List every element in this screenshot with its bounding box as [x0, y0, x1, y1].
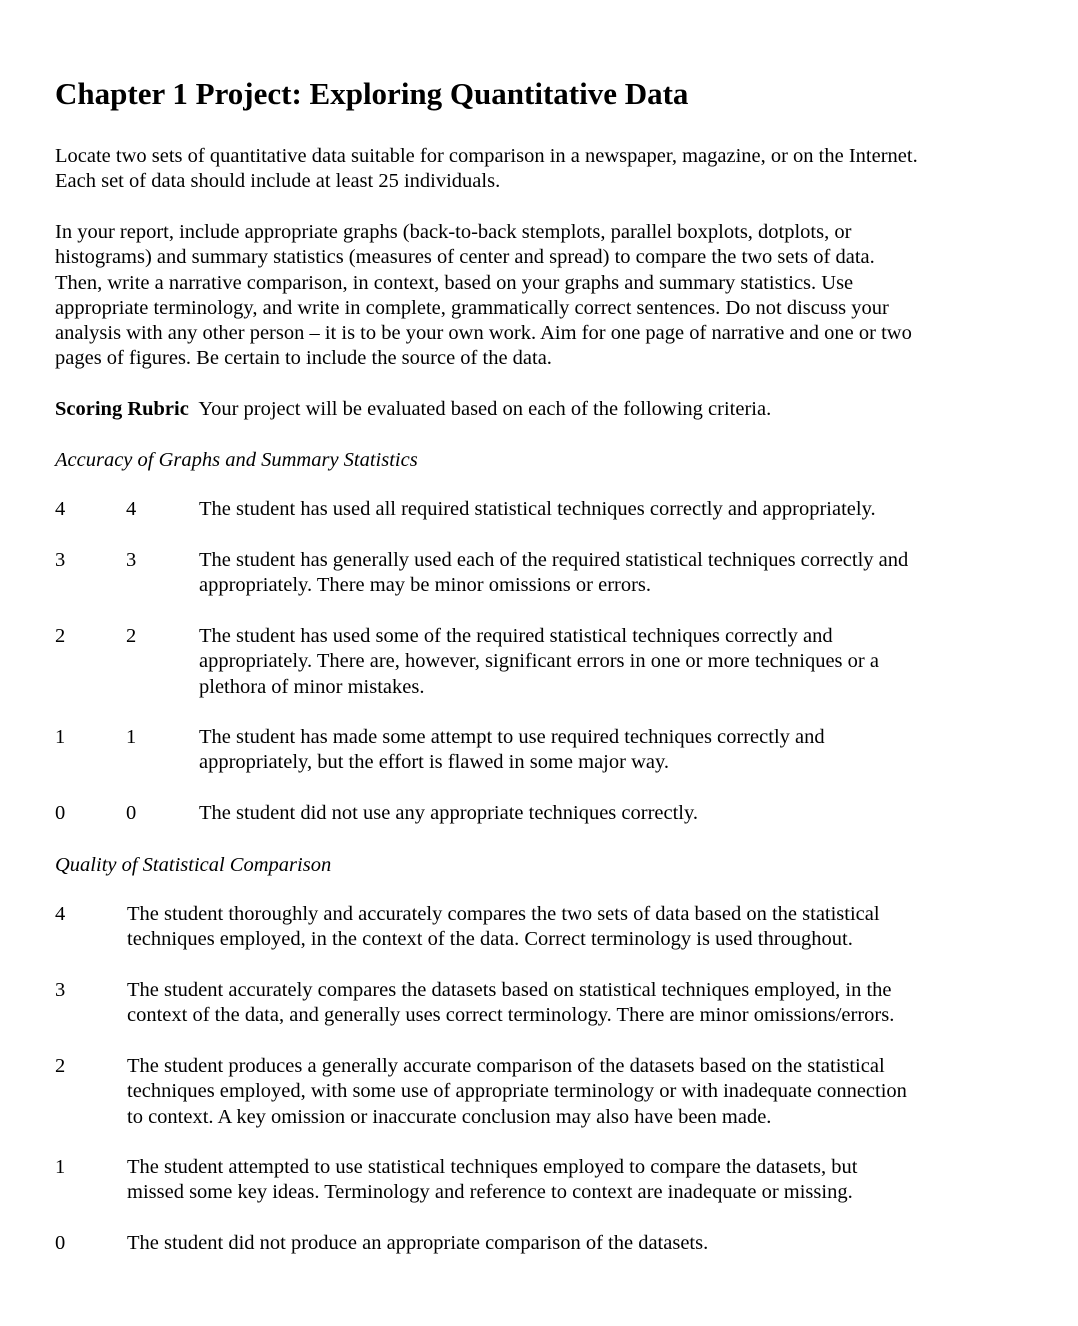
text-line: The student has generally used each of the required statistical techniques correctly and — [199, 549, 909, 571]
text-line: context of the data, and generally uses correct terminology. There are minor omissions/errors. — [127, 1004, 895, 1027]
rubric-description — [199, 624, 1049, 700]
text-line: Then, write a narrative comparison, in context, based on your graphs and summary statistics. Use — [55, 271, 854, 294]
score-column-1: 4 — [55, 903, 66, 925]
score-column-2: 0 — [126, 802, 137, 824]
text-line: techniques employed, in the context of the data. Correct terminology is used throughout. — [127, 928, 853, 951]
score-column-2: 2 — [126, 625, 137, 647]
score-column-1: 3 — [55, 979, 66, 1001]
text-line: analysis with any other person – it is to be your own work. Aim for one page of narrative and one or two — [55, 322, 912, 345]
text-line: Locate two sets of quantitative data suitable for comparison in a newspaper, magazine, or on the Internet. — [55, 145, 918, 167]
text-line: missed some key ideas. Terminology and reference to context are inadequate or missing. — [127, 1181, 853, 1204]
text-line: Each set of data should include at least 25 individuals. — [55, 170, 501, 193]
score-column-1: 1 — [55, 726, 66, 748]
scoring-rubric-heading — [55, 396, 771, 422]
text-line: The student has used some of the required statistical techniques correctly and — [199, 625, 833, 647]
rubric-description — [127, 978, 1047, 1029]
score-column-1: 0 — [55, 1232, 66, 1254]
score-column-2: 4 — [126, 498, 137, 520]
section-title-quality: Quality of Statistical Comparison — [55, 854, 332, 876]
text-line: In your report, include appropriate graphs (back-to-back stemplots, parallel boxplots, dotplots, or — [55, 221, 852, 243]
rubric-description — [199, 801, 1049, 826]
score-column-1: 3 — [55, 549, 66, 571]
rubric-description — [127, 1231, 1047, 1256]
text-line: pages of figures. Be certain to include the source of the data. — [55, 347, 552, 370]
score-column-1: 0 — [55, 802, 66, 824]
text-line: appropriately. There may be minor omissions or errors. — [199, 574, 652, 597]
text-line: The student did not produce an appropriate comparison of the datasets. — [127, 1232, 709, 1254]
intro-paragraph-2 — [55, 220, 1055, 372]
text-line: The student produces a generally accurate comparison of the datasets based on the statistical — [127, 1055, 885, 1077]
section-title-accuracy: Accuracy of Graphs and Summary Statistics — [55, 449, 418, 471]
scoring-rubric-text: Your project will be evaluated based on each of the following criteria. — [198, 398, 772, 420]
text-line: appropriately, but the effort is flawed in some major way. — [199, 751, 670, 774]
text-line: The student accurately compares the datasets based on statistical techniques employed, in the — [127, 979, 892, 1001]
text-line: The student has made some attempt to use required techniques correctly and — [199, 726, 825, 748]
score-column-1: 2 — [55, 625, 66, 647]
text-line: techniques employed, with some use of appropriate terminology or with inadequate connection — [127, 1080, 907, 1103]
rubric-description — [127, 902, 1047, 953]
rubric-description — [199, 548, 1049, 599]
score-column-1: 4 — [55, 498, 66, 520]
text-line: The student attempted to use statistical techniques employed to compare the datasets, but — [127, 1156, 858, 1178]
text-line: The student has used all required statistical techniques correctly and appropriately. — [199, 498, 876, 520]
text-line: appropriate terminology, and write in complete, grammatically correct sentences. Do not discuss your — [55, 296, 889, 319]
score-column-1: 2 — [55, 1055, 66, 1077]
intro-paragraph-1 — [55, 144, 1055, 195]
text-line: appropriately. There are, however, significant errors in one or more techniques or a — [199, 650, 879, 673]
scoring-rubric-label: Scoring Rubric — [55, 398, 189, 420]
rubric-description — [127, 1155, 1047, 1206]
rubric-description — [199, 725, 1049, 776]
score-column-2: 3 — [126, 549, 137, 571]
rubric-description — [127, 1054, 1047, 1130]
page-title: Chapter 1 Project: Exploring Quantitative Data — [55, 76, 689, 111]
score-column-2: 1 — [126, 726, 137, 748]
text-line: The student thoroughly and accurately compares the two sets of data based on the statistical — [127, 903, 880, 925]
score-column-1: 1 — [55, 1156, 66, 1178]
text-line: plethora of minor mistakes. — [199, 675, 425, 698]
text-line: to context. A key omission or inaccurate conclusion may also have been made. — [127, 1105, 772, 1128]
text-line: histograms) and summary statistics (measures of center and spread) to compare the two sets of data. — [55, 246, 875, 269]
text-line: The student did not use any appropriate techniques correctly. — [199, 802, 699, 824]
rubric-description — [199, 497, 1049, 522]
